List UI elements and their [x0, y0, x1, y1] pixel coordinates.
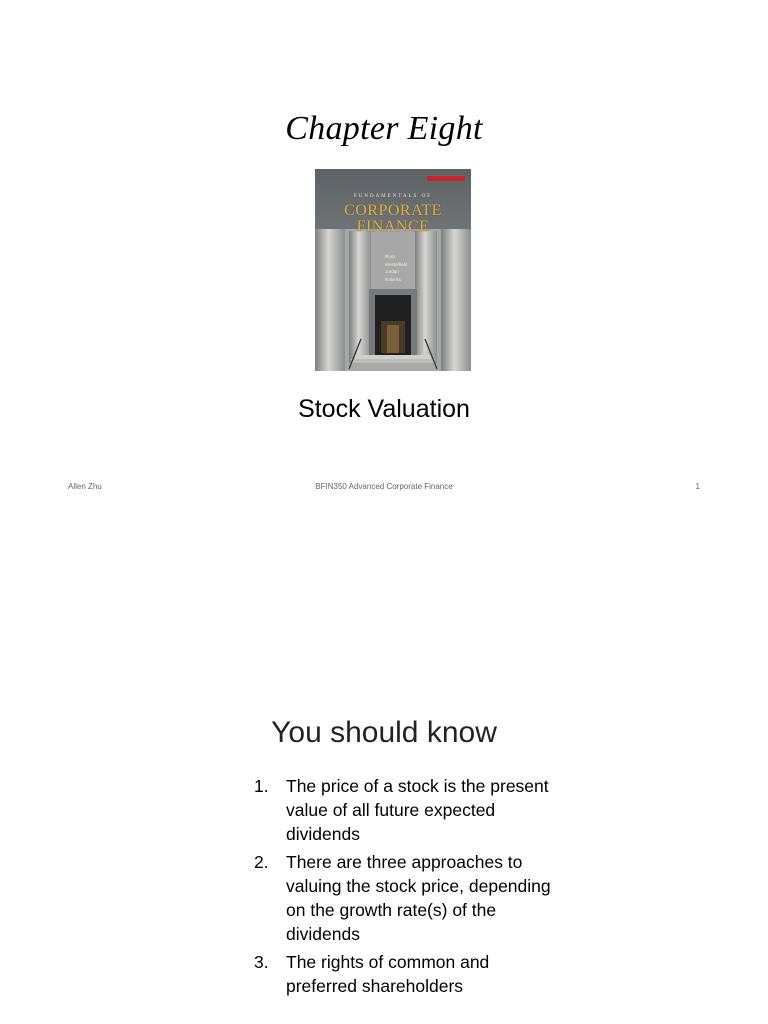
list-item-text: The rights of common and preferred shareholders	[286, 952, 490, 996]
list-item	[252, 850, 552, 946]
slide-title: You should know	[271, 716, 497, 749]
footer-author: Allen Zhu	[68, 482, 102, 491]
publisher-badge	[427, 176, 465, 181]
cover-series-text: FUNDAMENTALS OF	[353, 194, 433, 199]
cover-author: Westerfield	[385, 261, 408, 267]
list-item-number: 3.	[254, 952, 269, 972]
list-item-text: The price of a stock is the present value of all future expected dividends	[286, 776, 549, 844]
cover-authors	[385, 253, 425, 283]
footer-course: BFIN350 Advanced Corporate Finance	[315, 482, 453, 491]
numbered-list	[252, 774, 552, 1002]
list-item	[252, 774, 552, 846]
cover-title	[315, 203, 471, 235]
cover-author: Jordan	[385, 269, 399, 274]
cover-author: Roberts	[385, 276, 401, 282]
slide-2	[0, 512, 768, 1024]
cover-title-line-2: FINANCE	[356, 218, 430, 235]
list-item-text: There are three approaches to valuing the stock price, depending on the growth rate(s) of the dividends	[286, 852, 551, 944]
cover-title-line-1: CORPORATE	[344, 202, 442, 219]
list-item-number: 2.	[254, 852, 269, 872]
list-item-number: 1.	[254, 776, 269, 796]
chapter-title: Chapter Eight	[285, 110, 483, 147]
cover-author: Ross	[385, 254, 396, 259]
footer-page-number: 1	[695, 482, 700, 491]
slide-subtitle: Stock Valuation	[298, 395, 470, 423]
list-item	[252, 950, 552, 998]
book-cover-image	[315, 169, 471, 371]
